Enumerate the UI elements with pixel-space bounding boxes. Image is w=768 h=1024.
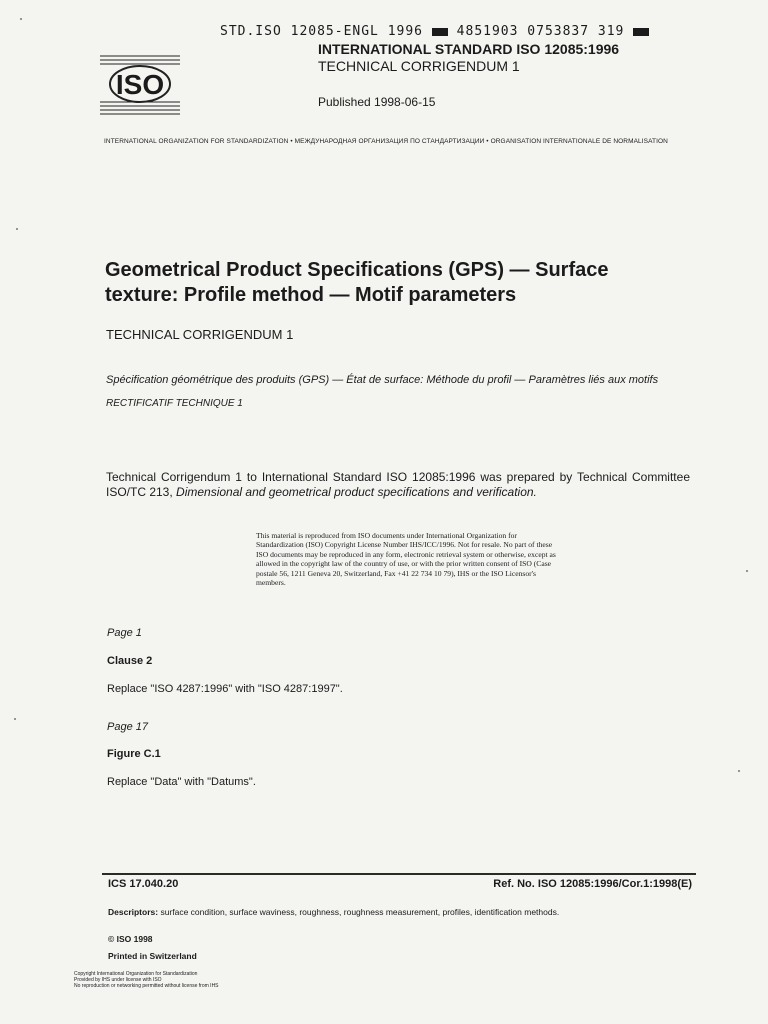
std-code: STD.ISO 12085-ENGL 1996 [220, 24, 424, 39]
reference-number: Ref. No. ISO 12085:1996/Cor.1:1998(E) [493, 878, 692, 890]
redaction-block-1 [432, 28, 448, 36]
document-title: Geometrical Product Specifications (GPS) — Surface texture: Profile method — Motif parameters [105, 259, 609, 306]
replacement-instruction-2: Replace "Data" with "Datums". [107, 776, 256, 788]
figure-heading: Figure C.1 [107, 748, 161, 760]
fineprint-line-3: No reproduction or networking permitted without license from IHS [74, 983, 219, 989]
scan-speck [16, 228, 18, 230]
fineprint-line-2: Provided by IHS under license with ISO [74, 977, 162, 983]
committee-name: Dimensional and geometrical product specifications and verification. [176, 485, 537, 499]
copyright-line: © ISO 1998 [108, 934, 153, 944]
scan-speck [14, 718, 16, 720]
standard-subtitle: TECHNICAL CORRIGENDUM 1 [318, 58, 520, 74]
printed-location: Printed in Switzerland [108, 951, 197, 961]
descriptors-text: surface condition, surface waviness, roughness, roughness measurement, profiles, identification methods. [158, 907, 560, 917]
organization-names: INTERNATIONAL ORGANIZATION FOR STANDARDIZATION • МЕЖДУНАРОДНАЯ ОРГАНИЗАЦИЯ ПО СТАНДАРТИЗАЦИИ • ORGANISATION INTERNATIONALE DE NORMALISATION [104, 138, 668, 145]
iso-logo [100, 52, 180, 118]
replacement-instruction-1: Replace "ISO 4287:1996" with "ISO 4287:1997". [107, 683, 343, 695]
std-code-numbers: 4851903 0753837 319 [456, 24, 625, 39]
scan-speck [746, 570, 748, 572]
ics-code: ICS 17.040.20 [108, 878, 179, 890]
published-date: Published 1998-06-15 [318, 95, 436, 109]
french-title: Spécification géométrique des produits (GPS) — État de surface: Méthode du profil — Paramètres liés aux motifs [106, 374, 659, 386]
fineprint-line-1: Copyright International Organization for Standardization [74, 971, 198, 977]
page-reference-1: Page 1 [107, 627, 142, 639]
descriptors [108, 907, 559, 917]
preparation-paragraph [106, 470, 690, 500]
paragraph-text: Technical Corrigendum 1 to International Standard ISO 12085:1996 was prepared by Technical Committee ISO/TC 213, [106, 470, 690, 499]
standard-title: INTERNATIONAL STANDARD ISO 12085:1996 [318, 41, 620, 57]
scan-speck [738, 770, 740, 772]
descriptors-label: Descriptors: [108, 907, 159, 917]
svg-text:ISO: ISO [115, 69, 165, 100]
license-fineprint [74, 971, 219, 989]
clause-heading: Clause 2 [107, 655, 153, 667]
copyright-notice: This material is reproduced from ISO documents under International Organization for Standardization (ISO) Copyright License Number IHS/ICC/1996. Not for resale. No part of these ISO documents may be reproduced in any form, electronic retrieval system or otherwise, except as allowed in the copyright law of the country of use, or with the prior written consent of ISO (Case postale 56, 1211 Geneva 20, Switzerland, Fax +41 22 734 10 79), IHS or the ISO Licensor's members. [256, 531, 556, 588]
french-corrigendum-label: RECTIFICATIF TECHNIQUE 1 [106, 398, 243, 409]
page-reference-17: Page 17 [107, 721, 148, 733]
technical-corrigendum-label: TECHNICAL CORRIGENDUM 1 [106, 327, 294, 342]
scan-speck [20, 18, 22, 20]
footer-rule [102, 873, 696, 875]
document-code-line [220, 24, 649, 39]
redaction-block-2 [633, 28, 649, 36]
